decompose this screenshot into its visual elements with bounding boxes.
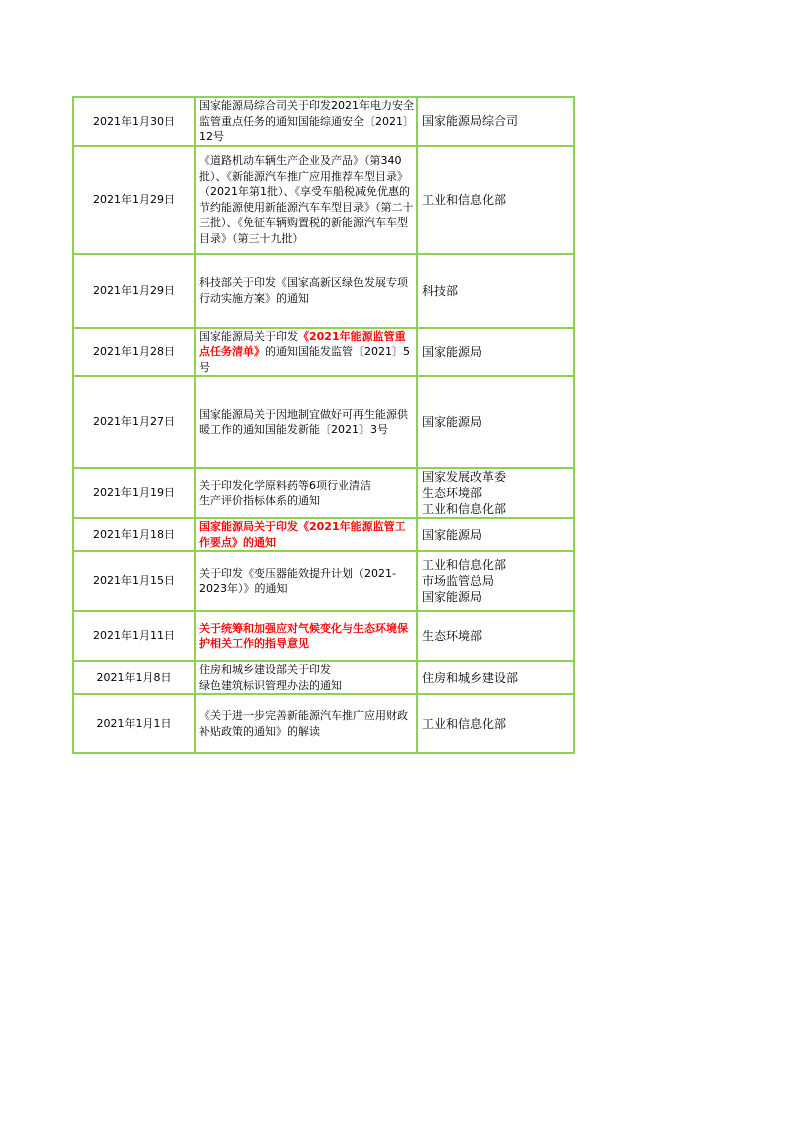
title-cell <box>195 328 417 377</box>
title-line: 生产评价指标体系的通知 <box>199 494 320 507</box>
department-name: 国家能源局 <box>422 527 483 542</box>
department-cell <box>417 254 574 328</box>
title-cell <box>195 376 417 468</box>
table-row <box>73 146 574 254</box>
date-cell: 2021年1月15日 <box>73 551 195 611</box>
date-cell: 2021年1月30日 <box>73 97 195 146</box>
department-cell <box>417 468 574 518</box>
table-row <box>73 97 574 146</box>
department-name: 国家发展改革委 <box>422 470 507 484</box>
date-cell: 2021年1月18日 <box>73 518 195 551</box>
department-name: 国家能源局 <box>422 344 483 359</box>
title-line: 住房和城乡建设部关于印发 <box>199 663 331 676</box>
date-cell: 2021年1月29日 <box>73 146 195 254</box>
title-text: 国家能源局综合司关于印发2021年电力安全监管重点任务的通知国能综通安全〔2021〕12号 <box>199 99 414 143</box>
department-cell <box>417 376 574 468</box>
department-cell <box>417 551 574 611</box>
title-cell <box>195 611 417 661</box>
department-cell <box>417 97 574 146</box>
department-name: 国家能源局综合司 <box>422 114 519 129</box>
title-text: 的通知国能发监管〔2021〕5号 <box>199 345 410 374</box>
policy-table <box>72 96 575 754</box>
title-line: 关于印发化学原料药等6项行业清洁 <box>199 478 371 492</box>
date-cell: 2021年1月27日 <box>73 376 195 468</box>
date-cell: 2021年1月29日 <box>73 254 195 328</box>
title-cell <box>195 518 417 551</box>
department-cell <box>417 518 574 551</box>
table-row <box>73 611 574 661</box>
department-name: 市场监管总局 <box>422 574 495 588</box>
department-cell <box>417 146 574 254</box>
department-cell <box>417 661 574 694</box>
date-cell: 2021年1月11日 <box>73 611 195 661</box>
department-name: 国家能源局 <box>422 590 483 604</box>
title-cell <box>195 551 417 611</box>
date-cell: 2021年1月8日 <box>73 661 195 694</box>
title-line: 绿色建筑标识管理办法的通知 <box>199 678 342 692</box>
department-name: 工业和信息化部 <box>422 716 507 731</box>
highlighted-title-text: 关于统筹和加强应对气候变化与生态环境保护相关工作的指导意见 <box>199 621 408 650</box>
date-cell: 2021年1月19日 <box>73 468 195 518</box>
title-text: 国家能源局关于印发 <box>199 329 298 343</box>
title-cell <box>195 468 417 518</box>
title-text: 《关于进一步完善新能源汽车推广应用财政补贴政策的通知》的解读 <box>199 709 408 738</box>
department-name: 工业和信息化部 <box>422 558 507 572</box>
policy-table-body <box>73 97 574 753</box>
title-text: 《道路机动车辆生产企业及产品》（第340批）、《新能源汽车推广应用推荐车型目录》（2021年第1批）、《享受车船税减免优惠的节约能源使用新能源汽车车型目录》（第二十三批）、《免征车辆购置税的新能源汽车车型目录》（第三十九批） <box>199 154 414 245</box>
title-cell <box>195 661 417 694</box>
department-name: 生态环境部 <box>422 629 483 643</box>
date-cell: 2021年1月1日 <box>73 694 195 753</box>
title-text: 关于印发《变压器能效提升计划（2021-2023年）》的通知 <box>199 566 396 595</box>
title-cell <box>195 146 417 254</box>
department-name: 国家能源局 <box>422 415 483 429</box>
department-name: 住房和城乡建设部 <box>422 670 519 685</box>
department-cell <box>417 328 574 377</box>
department-name: 工业和信息化部 <box>422 192 507 207</box>
table-row <box>73 376 574 468</box>
table-row <box>73 254 574 328</box>
table-row <box>73 694 574 753</box>
table-row <box>73 661 574 694</box>
department-cell <box>417 611 574 661</box>
date-cell: 2021年1月28日 <box>73 328 195 377</box>
title-text: 科技部关于印发《国家高新区绿色发展专项行动实施方案》的通知 <box>199 276 408 305</box>
table-row <box>73 328 574 377</box>
title-text: 国家能源局关于因地制宜做好可再生能源供暖工作的通知国能发新能〔2021〕3号 <box>199 407 408 436</box>
table-row <box>73 468 574 518</box>
department-name: 科技部 <box>422 283 459 298</box>
table-row <box>73 518 574 551</box>
highlighted-title-text: 国家能源局关于印发《2021年能源监管工作要点》的通知 <box>199 520 406 549</box>
title-cell <box>195 97 417 146</box>
title-cell <box>195 694 417 753</box>
department-cell <box>417 694 574 753</box>
department-name: 生态环境部 <box>422 486 483 500</box>
highlighted-title-text: 《2021年能源监管重点任务清单》 <box>199 329 406 358</box>
title-cell <box>195 254 417 328</box>
department-name: 工业和信息化部 <box>422 502 507 516</box>
table-row <box>73 551 574 611</box>
